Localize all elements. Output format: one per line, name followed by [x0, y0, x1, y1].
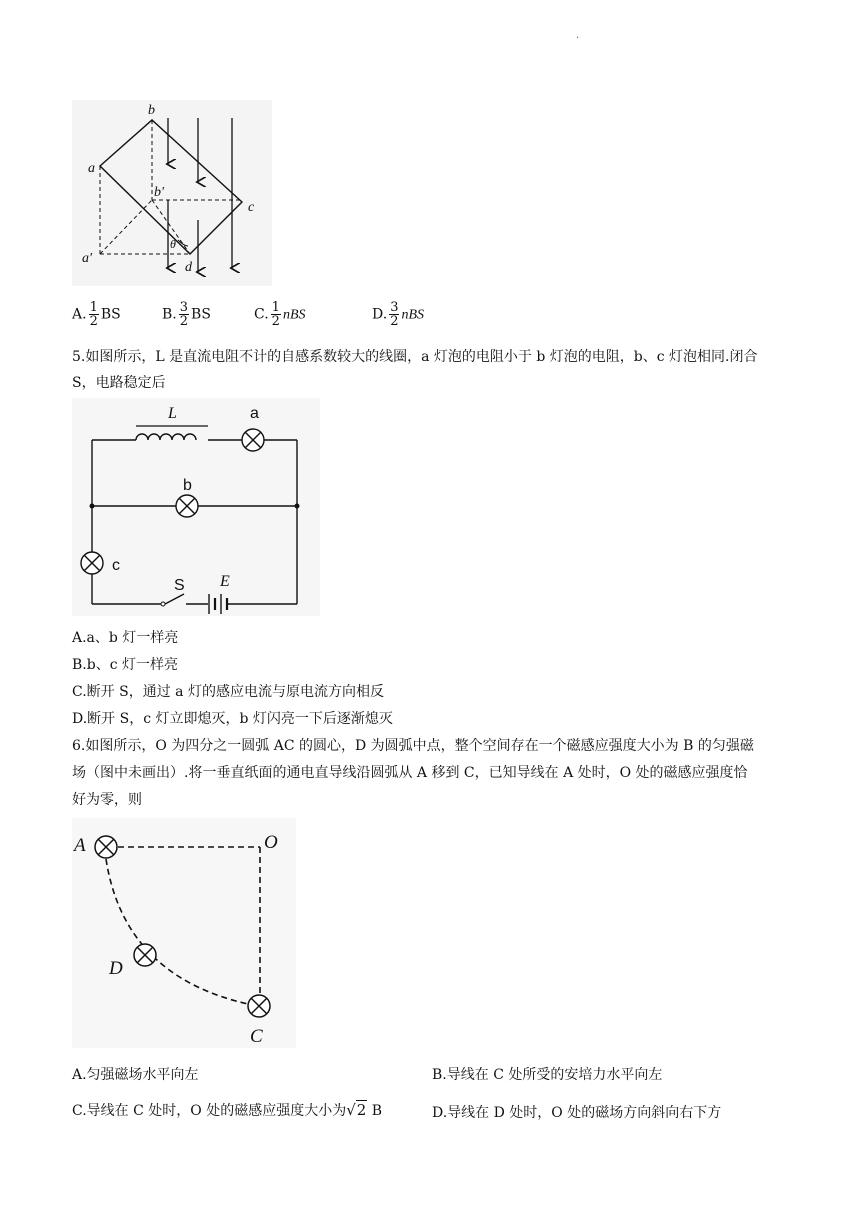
label-lamp-a: a — [250, 405, 259, 422]
inductor-coil — [136, 434, 196, 440]
label-emf-E: E — [220, 573, 230, 590]
q6-arc-diagram — [72, 818, 296, 1048]
label-a-prime: a′ — [82, 251, 93, 266]
q5-stem-line2: S，电路稳定后 — [72, 375, 166, 391]
q6-option-c: C.导线在 C 处时，O 处的磁感应强度大小为√2 B — [72, 1101, 383, 1119]
q4-option-b: B. $\frac{3}{2}$ BS — [162, 300, 211, 329]
q5-option-a: A.a、b 灯一样亮 — [72, 630, 179, 646]
label-D: D — [109, 958, 123, 979]
coil-outline — [100, 120, 242, 254]
label-lamp-c: c — [112, 557, 120, 574]
label-A: A — [74, 835, 86, 856]
q6-option-d: D.导线在 D 处时，O 处的磁场方向斜向右下方 — [432, 1105, 722, 1121]
label-lamp-b: b — [183, 477, 192, 494]
label-switch-S: S — [174, 577, 185, 594]
q5-stem-line1: 5.如图所示，L 是直流电阻不计的自感系数较大的线圈，a 灯泡的电阻小于 b 灯泡的电阻，b、c 灯泡相同.闭合 — [72, 349, 758, 365]
page-dot: . — [576, 30, 580, 41]
label-L: L — [168, 405, 177, 422]
label-b-prime: b′ — [154, 185, 165, 200]
label-d: d — [185, 260, 192, 275]
label-c: c — [248, 200, 255, 215]
label-b: b — [148, 103, 155, 118]
q4-option-d: D. $\frac{3}{2}$ nBS — [372, 300, 425, 329]
label-a: a — [88, 161, 95, 176]
label-O: O — [264, 832, 278, 853]
q5-option-c: C.断开 S，通过 a 灯的感应电流与原电流方向相反 — [72, 684, 384, 700]
q6-stem-line1: 6.如图所示，O 为四分之一圆弧 AC 的圆心，D 为圆弧中点，整个空间存在一个磁感应强度大小为 B 的匀强磁 — [72, 738, 754, 754]
q5-option-d: D.断开 S，c 灯立即熄灭，b 灯闪亮一下后逐渐熄灭 — [72, 711, 393, 727]
q5-circuit-diagram — [72, 398, 320, 616]
sqrt-expression: √2 — [346, 1101, 367, 1119]
label-theta: θ — [170, 237, 176, 251]
q4-rotating-coil-figure — [72, 100, 272, 286]
q6-stem-line2: 场（图中未画出）.将一垂直纸面的通电直导线沿圆弧从 A 移到 C，已知导线在 A 处时，O 处的磁感应强度恰 — [72, 765, 748, 781]
switch-lever — [165, 594, 184, 604]
q4-option-c: C. $\frac{1}{2}$ nBS — [254, 300, 306, 329]
q4-option-a: A. $\frac{1}{2}$ BS — [72, 300, 121, 329]
label-C: C — [250, 1026, 263, 1047]
q6-option-a: A.匀强磁场水平向左 — [72, 1067, 199, 1083]
q6-option-b: B.导线在 C 处所受的安培力水平向左 — [432, 1067, 663, 1083]
q5-option-b: B.b、c 灯一样亮 — [72, 657, 178, 673]
q6-stem-line3: 好为零，则 — [72, 792, 142, 808]
arc-AC — [106, 859, 248, 1004]
